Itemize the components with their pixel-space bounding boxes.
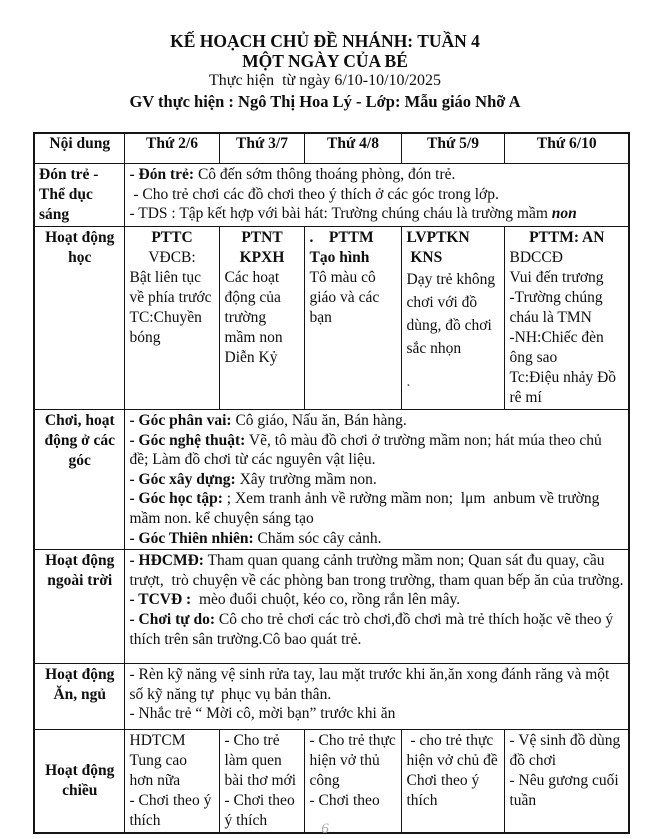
text-line: Tạo hình bbox=[309, 249, 370, 266]
table-row-hoat-dong-hoc bbox=[34, 227, 629, 410]
text-line: - Cho trẻ chơi các đồ chơi theo ý thích ở các góc trong lớp. bbox=[129, 185, 499, 203]
col-header-noi-dung: Nội dung bbox=[34, 133, 124, 164]
text-line: -NH:Chiếc đèn ông sao bbox=[509, 329, 608, 366]
table-header-row bbox=[34, 133, 629, 164]
text-line: KNS bbox=[406, 249, 443, 266]
page-theme-title: MỘT NGÀY CỦA BÉ bbox=[242, 51, 408, 71]
table-row-don-tre bbox=[34, 164, 629, 227]
row-label-chieu: Hoạt động chiều bbox=[34, 730, 124, 834]
cell-chieu-thu6 bbox=[504, 730, 629, 834]
col-header-thu-5: Thứ 5/9 bbox=[401, 133, 504, 164]
text-line: - TDS : Tập kết hợp với bài hát: Trường chúng cháu là trường mầm non bbox=[129, 205, 577, 223]
text-line: - Góc xây dựng: Xây trường mầm non. bbox=[129, 470, 377, 488]
text-line: . bbox=[406, 373, 411, 390]
text-line: . PTTM bbox=[309, 229, 374, 246]
cell-hoc-thu4 bbox=[304, 227, 401, 410]
text-line: HDTCM Tung cao hơn nữa bbox=[129, 732, 191, 790]
table-row-ngoai-troi bbox=[34, 550, 629, 664]
text-line: - Nêu gương cuối tuần bbox=[509, 772, 623, 810]
cell-chieu-thu4 bbox=[304, 730, 401, 834]
cell-hoc-thu6 bbox=[504, 227, 629, 410]
text-line: - Chơi theo bbox=[309, 792, 380, 810]
cell-an-ngu-content bbox=[124, 664, 629, 730]
text-line: - Cho trẻ thực hiện vở thủ công bbox=[309, 732, 400, 790]
text-line: - Góc Thiên nhiên: Chăm sóc cây cảnh. bbox=[129, 529, 382, 547]
text-line: VĐCB: bbox=[148, 249, 196, 266]
text-line: - Góc học tập: ; Xem tranh ảnh về rường mầm non; lμm anbum về trường mầm non. kể chuyện sáng tạo bbox=[129, 490, 604, 527]
text-line: -Trường chúng cháu là TMN bbox=[509, 289, 607, 326]
cell-goc-content bbox=[124, 410, 629, 550]
text-line: - Góc nghệ thuật: Vẽ, tô màu đồ chơi ở trường mầm non; hát múa theo chủ đề; Làm đồ chơi từ các nguyên vật liệu. bbox=[129, 431, 606, 469]
text-line: - Nhắc trẻ “ Mời cô, mời bạn” trước khi ăn bbox=[129, 705, 396, 723]
text-line: TC:Chuyền bóng bbox=[129, 309, 206, 346]
cell-hoc-thu5 bbox=[401, 227, 504, 410]
text-line: - Vệ sinh đồ dùng đồ chơi bbox=[509, 732, 625, 770]
table-row-an-ngu bbox=[34, 664, 629, 730]
row-label-don-tre: Đón trẻ - Thể dục sáng bbox=[34, 164, 124, 227]
row-label-hoat-dong-hoc: Hoạt động học bbox=[34, 227, 124, 410]
date-range-line: Thực hiện từ ngày 6/10-10/10/2025 bbox=[209, 72, 441, 89]
text-line: Tc:Điệu nhảy Đồ rê mí bbox=[509, 369, 620, 406]
text-line: - Cho trẻ làm quen bài thơ mới bbox=[224, 732, 296, 790]
col-header-thu-6: Thứ 6/10 bbox=[504, 133, 629, 164]
text-line: Các hoạt động của trường mầm non Diễn Kỷ bbox=[224, 269, 287, 366]
text-line: - Chơi theo ý thích bbox=[129, 792, 216, 830]
text-line: - TCVĐ : mèo đuổi chuột, kéo co, rồng rắn lên mây. bbox=[129, 591, 461, 609]
text-line: Dạy trẻ không chơi với đồ dùng, đồ chơi sắc nhọn bbox=[406, 271, 500, 357]
row-label-goc: Chơi, hoạt động ở các góc bbox=[34, 410, 124, 550]
text-line: PTTC bbox=[151, 229, 193, 246]
page-number: 6 bbox=[321, 821, 329, 837]
cell-hoc-thu2 bbox=[124, 227, 219, 410]
text-line: - Rèn kỹ năng vệ sinh rửa tay, lau mặt trước khi ăn,ăn xong đánh răng và một số kỹ năng tự phục vụ bản thân. bbox=[129, 666, 614, 703]
row-label-ngoai-troi: Hoạt động ngoài trời bbox=[34, 550, 124, 664]
table-row-goc bbox=[34, 410, 629, 550]
document-header bbox=[0, 0, 650, 112]
text-line: BDCCĐ bbox=[509, 249, 563, 266]
weekly-plan-table bbox=[33, 132, 630, 834]
text-line: KPXH bbox=[239, 249, 285, 266]
text-line: Vui đến trương bbox=[509, 269, 604, 286]
text-line: Tô màu cô giáo và các bạn bbox=[309, 269, 384, 326]
cell-chieu-thu5 bbox=[401, 730, 504, 834]
text-line: - cho trẻ thực hiện vở chủ đề bbox=[406, 732, 498, 770]
cell-don-tre-content bbox=[124, 164, 629, 227]
cell-chieu-thu2 bbox=[124, 730, 219, 834]
text-line: - Đón trẻ: Cô đến sớm thông thoáng phòng, đón trẻ. bbox=[129, 166, 456, 183]
text-line: - Góc phân vai: Cô giáo, Nấu ăn, Bán hàng. bbox=[129, 412, 407, 429]
table-row-chieu bbox=[34, 730, 629, 834]
row-label-an-ngu: Hoạt động Ăn, ngủ bbox=[34, 664, 124, 730]
col-header-thu-3: Thứ 3/7 bbox=[219, 133, 304, 164]
text-line: PTNT bbox=[241, 229, 283, 246]
col-header-thu-2: Thứ 2/6 bbox=[124, 133, 219, 164]
text-line: PTTM: AN bbox=[529, 229, 605, 246]
cell-chieu-thu3 bbox=[219, 730, 304, 834]
text-line: Bật liên tục về phía trước bbox=[129, 269, 212, 306]
col-header-thu-4: Thứ 4/8 bbox=[304, 133, 401, 164]
cell-ngoai-troi-content bbox=[124, 550, 629, 664]
page-title: KẾ HOẠCH CHỦ ĐỀ NHÁNH: TUẦN 4 bbox=[170, 31, 480, 51]
text-line: Chơi theo ý thích bbox=[406, 772, 484, 810]
teacher-class-line: GV thực hiện : Ngô Thị Hoa Lý - Lớp: Mẫu giáo Nhỡ A bbox=[129, 92, 521, 111]
text-line: - Chơi theo ý thích bbox=[224, 792, 299, 830]
cell-hoc-thu3 bbox=[219, 227, 304, 410]
text-line: LVPTKN bbox=[406, 229, 470, 246]
text-line: - Chơi tự do: Cô cho trẻ chơi các trò chơi,đồ chơi mà trẻ thích hoặc vẽ theo ý thích trên sân trường.Cô bao quát trẻ. bbox=[129, 610, 618, 648]
text-line: - HĐCMĐ: Tham quan quang cảnh trường mầm non; Quan sát đu quay, cầu trượt, trò chuyện về các phòng ban trong trường, tham quan bếp ăn của trường. bbox=[129, 552, 624, 589]
